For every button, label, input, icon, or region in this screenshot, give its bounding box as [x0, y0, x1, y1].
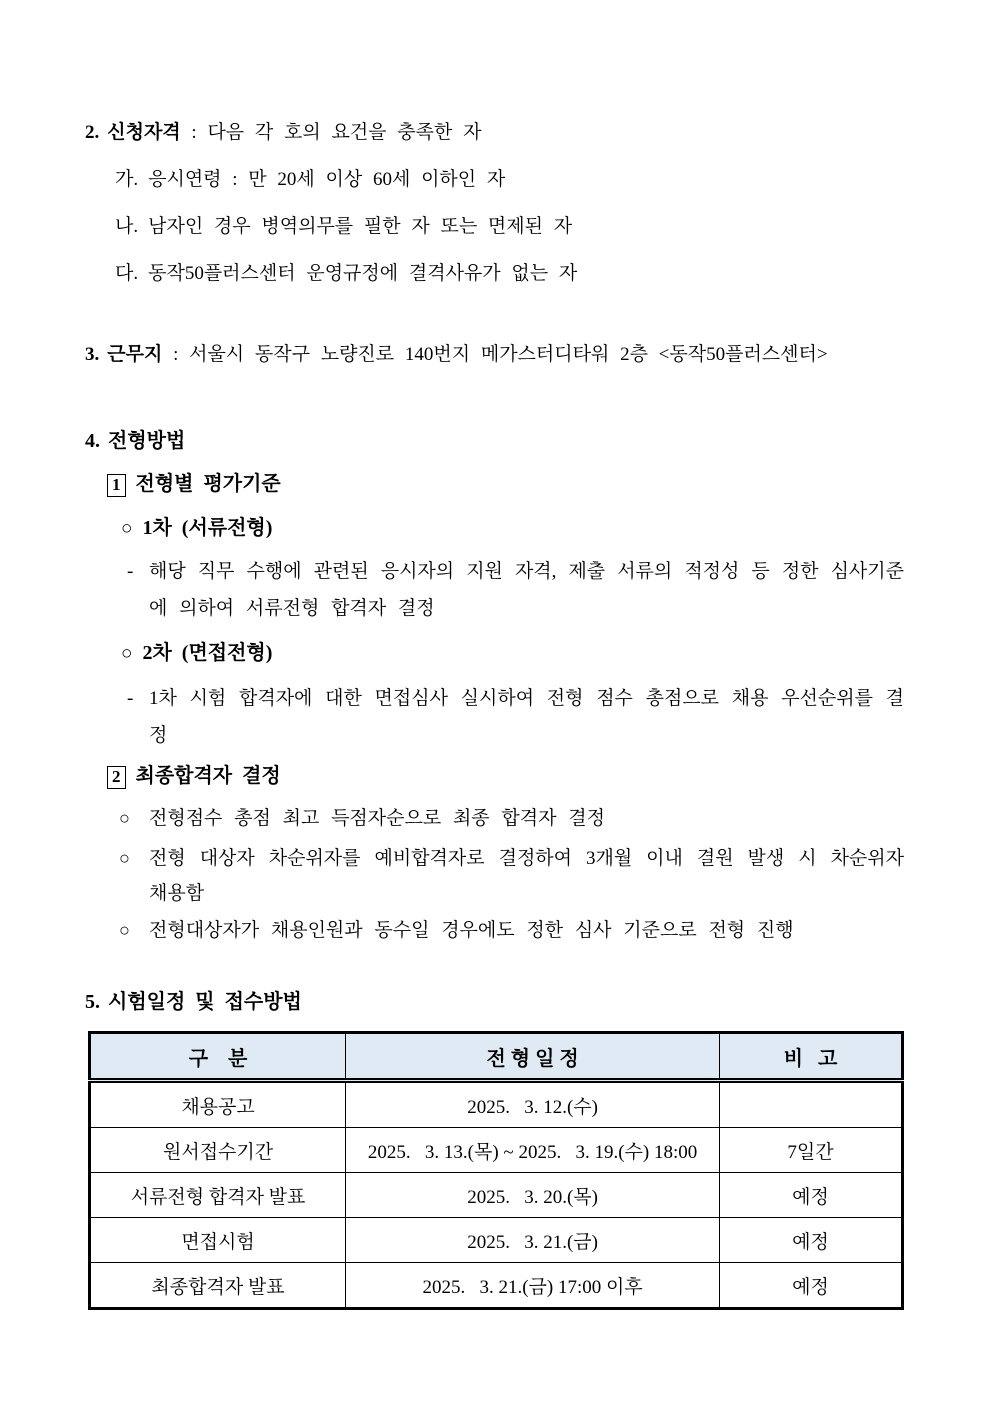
- table-cell: 채용공고: [90, 1081, 346, 1128]
- dash-bullet-icon: -: [127, 561, 134, 582]
- table-cell: 예정: [720, 1173, 903, 1218]
- item-marker: 나.: [115, 216, 139, 237]
- section-2-text: : 다음 각 호의 요건을 충족한 자: [180, 122, 482, 143]
- round-1-detail-text: 해당 직무 수행에 관련된 응시자의 지원 자격, 제출 서류의 적정성 등 정한 심사기준에 의하여 서류전형 합격자 결정: [149, 561, 904, 619]
- section-2-title: 신청자격: [107, 122, 181, 143]
- section-5-title: 시험일정 및 접수방법: [108, 991, 302, 1013]
- final-decision-bullet: [119, 801, 904, 836]
- boxed-number-1: 1: [107, 474, 126, 497]
- table-header-category: 구 분: [90, 1033, 346, 1081]
- dash-bullet-icon: -: [127, 688, 134, 709]
- section-2-heading: [85, 118, 904, 147]
- table-cell: 2025. 3. 20.(목): [346, 1173, 720, 1218]
- round-2-heading: [121, 639, 904, 668]
- exam-schedule-table: [88, 1031, 904, 1310]
- round-1-detail: [127, 553, 904, 627]
- section-5-heading: [85, 988, 904, 1017]
- table-row-application-period: [90, 1128, 903, 1173]
- item-text: 응시연령 : 만 20세 이상 60세 이하인 자: [148, 169, 506, 190]
- table-cell: 2025. 3. 13.(목) ~ 2025. 3. 19.(수) 18:00: [346, 1128, 720, 1173]
- circle-bullet-icon: ○: [119, 848, 130, 868]
- final-decision-bullet: [119, 841, 904, 911]
- table-header-row: [90, 1033, 903, 1081]
- table-header-note: 비 고: [720, 1033, 903, 1081]
- final-decision-bullet: [119, 913, 904, 948]
- section-5-number: 5.: [85, 991, 100, 1013]
- section-3-heading: [85, 340, 904, 369]
- item-text: 동작50플러스센터 운영규정에 결격사유가 없는 자: [148, 263, 578, 284]
- table-cell: [720, 1081, 903, 1128]
- table-cell: 면접시험: [90, 1218, 346, 1263]
- section-2-item-na: [115, 212, 904, 241]
- item-marker: 다.: [115, 263, 139, 284]
- bullet-text: 전형점수 총점 최고 득점자순으로 최종 합격자 결정: [149, 808, 605, 829]
- sub-1-title: 전형별 평가기준: [135, 473, 281, 495]
- circle-bullet-icon: ○: [119, 920, 130, 940]
- item-text: 남자인 경우 병역의무를 필한 자 또는 면제된 자: [148, 216, 573, 237]
- section-4-heading: [85, 427, 904, 456]
- section-4-number: 4.: [85, 430, 100, 452]
- table-cell: 7일간: [720, 1128, 903, 1173]
- sub-2-heading: [107, 762, 904, 791]
- section-3-number: 3.: [85, 344, 100, 365]
- circle-bullet-icon: ○: [121, 643, 133, 664]
- round-1-title: 1차 (서류전형): [142, 517, 273, 539]
- circle-bullet-icon: ○: [119, 808, 130, 828]
- section-2-item-da: [115, 259, 904, 288]
- table-header-schedule: 전 형 일 정: [346, 1033, 720, 1081]
- table-cell: 2025. 3. 21.(금): [346, 1218, 720, 1263]
- sub-1-heading: [107, 470, 904, 499]
- table-cell: 서류전형 합격자 발표: [90, 1173, 346, 1218]
- section-3-text: : 서울시 동작구 노량진로 140번지 메가스터디타워 2층 <동작50플러스센터>: [162, 344, 828, 365]
- table-cell: 원서접수기간: [90, 1128, 346, 1173]
- table-cell: 예정: [720, 1263, 903, 1309]
- section-3-title: 근무지: [107, 344, 163, 365]
- section-4-title: 전형방법: [108, 430, 186, 452]
- table-cell: 2025. 3. 12.(수): [346, 1081, 720, 1128]
- table-cell: 예정: [720, 1218, 903, 1263]
- circle-bullet-icon: ○: [121, 518, 133, 539]
- section-2-item-ga: [115, 165, 904, 194]
- table-row-interview: [90, 1218, 903, 1263]
- table-row-announcement: [90, 1081, 903, 1128]
- round-1-heading: [121, 514, 904, 543]
- round-2-detail-text: 1차 시험 합격자에 대한 면접심사 실시하여 전형 점수 총점으로 채용 우선순위를 결정: [149, 688, 904, 746]
- section-2-number: 2.: [85, 122, 100, 143]
- bullet-text: 전형 대상자 차순위자를 예비합격자로 결정하여 3개월 이내 결원 발생 시 차순위자 채용함: [149, 848, 904, 904]
- table-row-document-result: [90, 1173, 903, 1218]
- round-2-detail: [127, 680, 904, 754]
- table-cell: 최종합격자 발표: [90, 1263, 346, 1309]
- round-2-title: 2차 (면접전형): [142, 642, 273, 664]
- sub-2-title: 최종합격자 결정: [135, 765, 281, 787]
- item-marker: 가.: [115, 169, 139, 190]
- boxed-number-2: 2: [107, 766, 126, 789]
- table-cell: 2025. 3. 21.(금) 17:00 이후: [346, 1263, 720, 1309]
- table-row-final-result: [90, 1263, 903, 1309]
- bullet-text: 전형대상자가 채용인원과 동수일 경우에도 정한 심사 기준으로 전형 진행: [149, 920, 794, 941]
